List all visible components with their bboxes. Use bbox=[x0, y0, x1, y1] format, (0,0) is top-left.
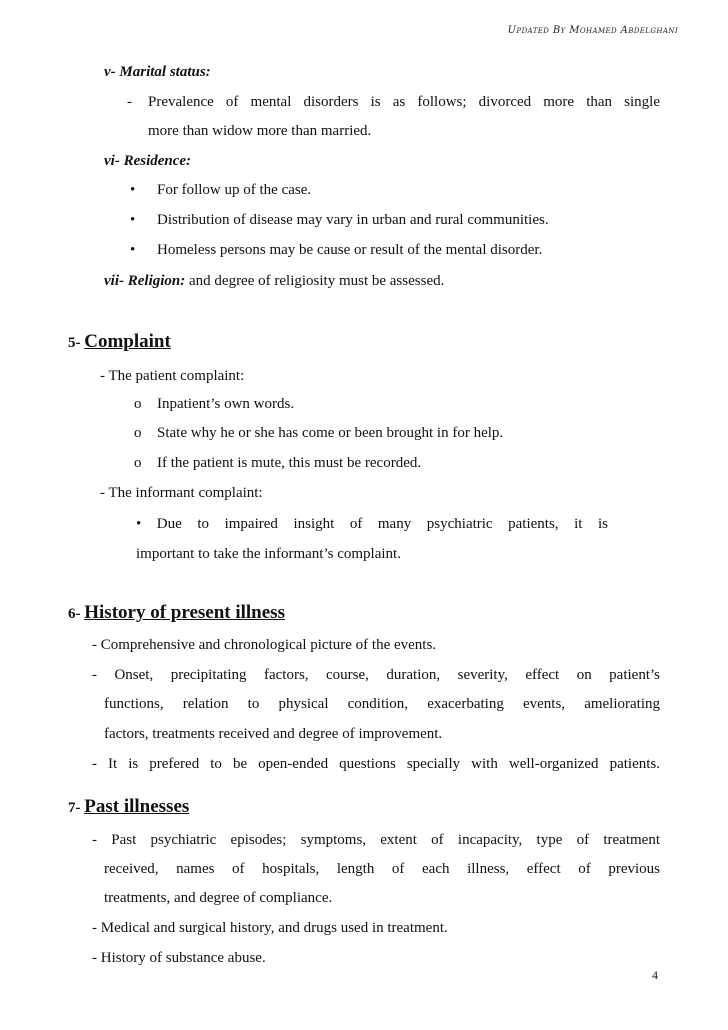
patient-complaint-item: If the patient is mute, this must be recorded. bbox=[157, 455, 422, 471]
past-paragraph-2: - Medical and surgical history, and drugs used in treatment. bbox=[92, 920, 448, 936]
complaint-section-heading bbox=[68, 332, 171, 353]
patient-complaint-item: Inpatient’s own words. bbox=[157, 396, 295, 412]
history-paragraph-2-line-3: factors, treatments received and degree of improvement. bbox=[104, 726, 443, 742]
informant-line-1: • Due to impaired insight of many psychiatric patients, it is bbox=[136, 516, 608, 532]
history-paragraph-2-line-2: functions, relation to physical condition, exacerbating events, ameliorating bbox=[104, 696, 660, 712]
past-paragraph-1-line-2: received, names of hospitals, length of each illness, effect of previous bbox=[104, 861, 660, 877]
past-paragraph-3: - History of substance abuse. bbox=[92, 950, 266, 966]
patient-complaint-item: State why he or she has come or been brought in for help. bbox=[157, 425, 504, 441]
section-number: 6- bbox=[68, 606, 81, 622]
residence-heading: vi- Residence: bbox=[104, 153, 192, 169]
circle-bullet-icon: o bbox=[134, 396, 142, 412]
past-paragraph-1-line-3: treatments, and degree of compliance. bbox=[104, 890, 333, 906]
history-paragraph-1: - Comprehensive and chronological picture of the events. bbox=[92, 637, 437, 653]
section-title: History of present illness bbox=[84, 602, 285, 623]
circle-bullet-icon: o bbox=[134, 425, 142, 441]
bullet-icon: • bbox=[130, 182, 136, 198]
informant-complaint-label: - The informant complaint: bbox=[100, 485, 263, 501]
residence-item: For follow up of the case. bbox=[157, 182, 312, 198]
past-illnesses-section-heading bbox=[68, 797, 189, 818]
section-number: 5- bbox=[68, 335, 81, 351]
circle-bullet-icon: o bbox=[134, 455, 142, 471]
religion-paragraph bbox=[104, 271, 444, 291]
history-paragraph-2-line-1: - Onset, precipitating factors, course, duration, severity, effect on patient’s bbox=[92, 667, 660, 683]
marital-line-1: Prevalence of mental disorders is as follows; divorced more than single bbox=[148, 94, 660, 110]
residence-item: Homeless persons may be cause or result of the mental disorder. bbox=[157, 242, 543, 258]
history-paragraph-3: - It is prefered to be open-ended questions specially with well-organized patients. bbox=[92, 756, 660, 772]
bullet-icon: • bbox=[130, 242, 136, 258]
patient-complaint-label: - The patient complaint: bbox=[100, 368, 245, 384]
bullet-icon: • bbox=[130, 212, 136, 228]
religion-text: and degree of religiosity must be assessed. bbox=[185, 273, 445, 289]
marital-dash: - bbox=[127, 94, 132, 110]
residence-item: Distribution of disease may vary in urban and rural communities. bbox=[157, 212, 549, 228]
religion-heading: vii- Religion: bbox=[104, 273, 186, 289]
section-number: 7- bbox=[68, 800, 81, 816]
section-title: Past illnesses bbox=[84, 796, 190, 817]
section-title: Complaint bbox=[84, 331, 171, 352]
informant-line-2: important to take the informant’s complaint. bbox=[136, 546, 401, 562]
history-section-heading bbox=[68, 603, 285, 624]
page-header: Updated By Mohamed Abdelghani bbox=[507, 25, 678, 36]
marital-status-heading: v- Marital status: bbox=[104, 64, 211, 80]
page-number: 4 bbox=[652, 968, 658, 982]
past-paragraph-1-line-1: - Past psychiatric episodes; symptoms, extent of incapacity, type of treatment bbox=[92, 832, 660, 848]
marital-line-2: more than widow more than married. bbox=[148, 123, 372, 139]
